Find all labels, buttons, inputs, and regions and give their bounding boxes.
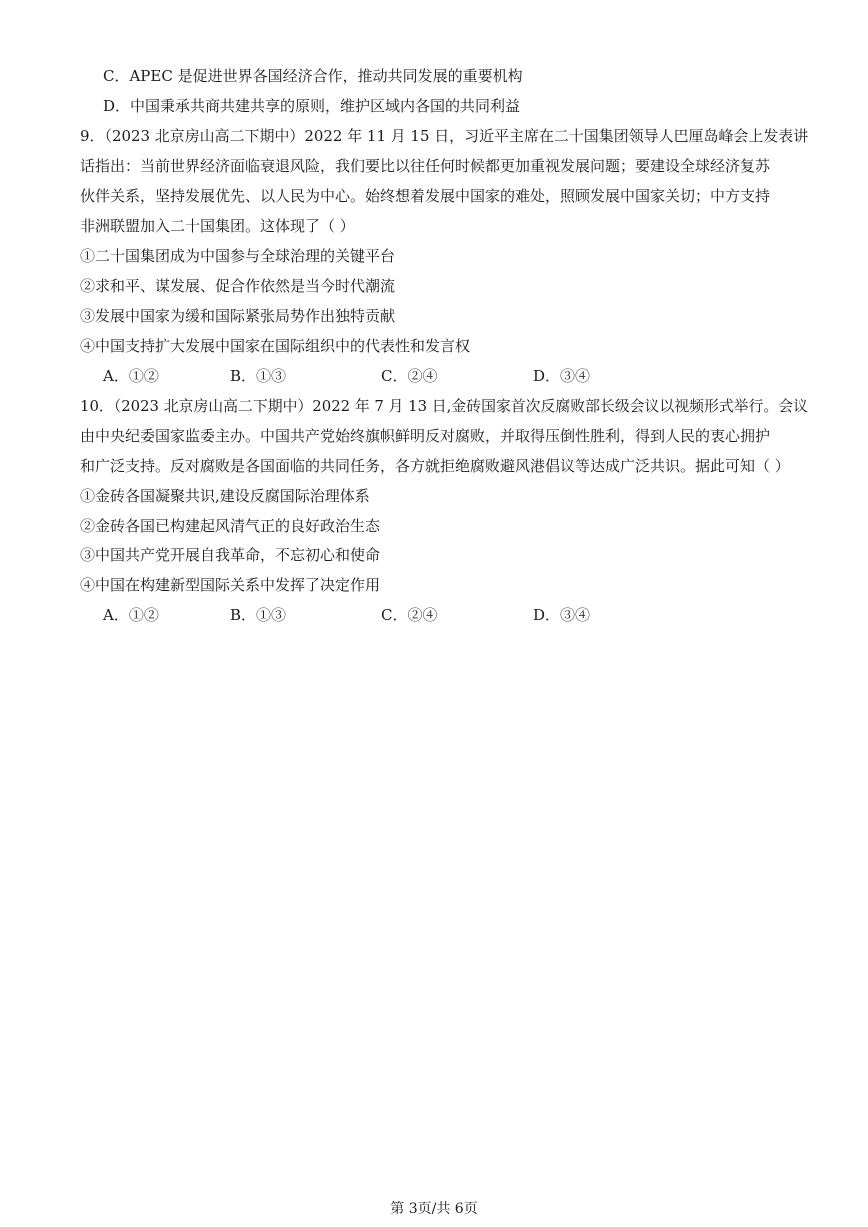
question-9-stem-line: 9．（2023 北京房山高二下期中）2022 年 11 月 15 日，习近平主席在二十国集团领导人巴厘岛峰会上发表讲 [80, 127, 809, 145]
option-c: C．APEC 是促进世界各国经济合作，推动共同发展的重要机构 [103, 67, 523, 85]
choice-c: C．②④ [381, 606, 438, 624]
choice-d: D．③④ [533, 367, 591, 385]
choice-c: C．②④ [381, 367, 438, 385]
question-9-stem-line: 非洲联盟加入二十国集团。这体现了（ ） [80, 217, 355, 235]
question-9-statement-4: ④中国支持扩大发展中国家在国际组织中的代表性和发言权 [80, 337, 471, 355]
question-9-statement-2: ②求和平、谋发展、促合作依然是当今时代潮流 [80, 277, 396, 295]
choice-b: B．①③ [230, 606, 287, 624]
question-9-statement-3: ③发展中国家为缓和国际紧张局势作出独特贡献 [80, 307, 396, 325]
page-number: 第 3页/共 6页 [390, 1201, 478, 1217]
choice-b: B．①③ [230, 367, 287, 385]
choice-a: A．①② [103, 606, 159, 624]
question-10-statement-4: ④中国在构建新型国际关系中发挥了决定作用 [80, 576, 381, 594]
option-d: D．中国秉承共商共建共享的原则，维护区域内各国的共同利益 [103, 97, 521, 115]
question-9-statement-1: ①二十国集团成为中国参与全球治理的关键平台 [80, 247, 396, 265]
question-10-stem-line: 和广泛支持。反对腐败是各国面临的共同任务，各方就拒绝腐败避风港倡议等达成广泛共识。据此可知（ ） [80, 457, 790, 475]
choice-d: D．③④ [533, 606, 591, 624]
question-9-stem-line: 伙伴关系，坚持发展优先、以人民为中心。始终想着发展中国家的难处，照顾发展中国家关切；中方支持 [80, 187, 771, 205]
question-10-statement-1: ①金砖各国凝聚共识,建设反腐国际治理体系 [80, 487, 370, 505]
question-10-stem-line: 10．（2023 北京房山高二下期中）2022 年 7 月 13 日,金砖国家首次反腐败部长级会议以视频形式举行。会议 [80, 397, 808, 415]
question-10-statement-2: ②金砖各国已构建起风清气正的良好政治生态 [80, 517, 381, 535]
choice-a: A．①② [103, 367, 159, 385]
question-9-stem-line: 话指出：当前世界经济面临衰退风险，我们要比以往任何时候都更加重视发展问题；要建设全球经济复苏 [80, 157, 771, 175]
question-10-statement-3: ③中国共产党开展自我革命，不忘初心和使命 [80, 546, 381, 564]
question-10-stem-line: 由中央纪委国家监委主办。中国共产党始终旗帜鲜明反对腐败，并取得压倒性胜利，得到人民的衷心拥护 [80, 427, 771, 445]
